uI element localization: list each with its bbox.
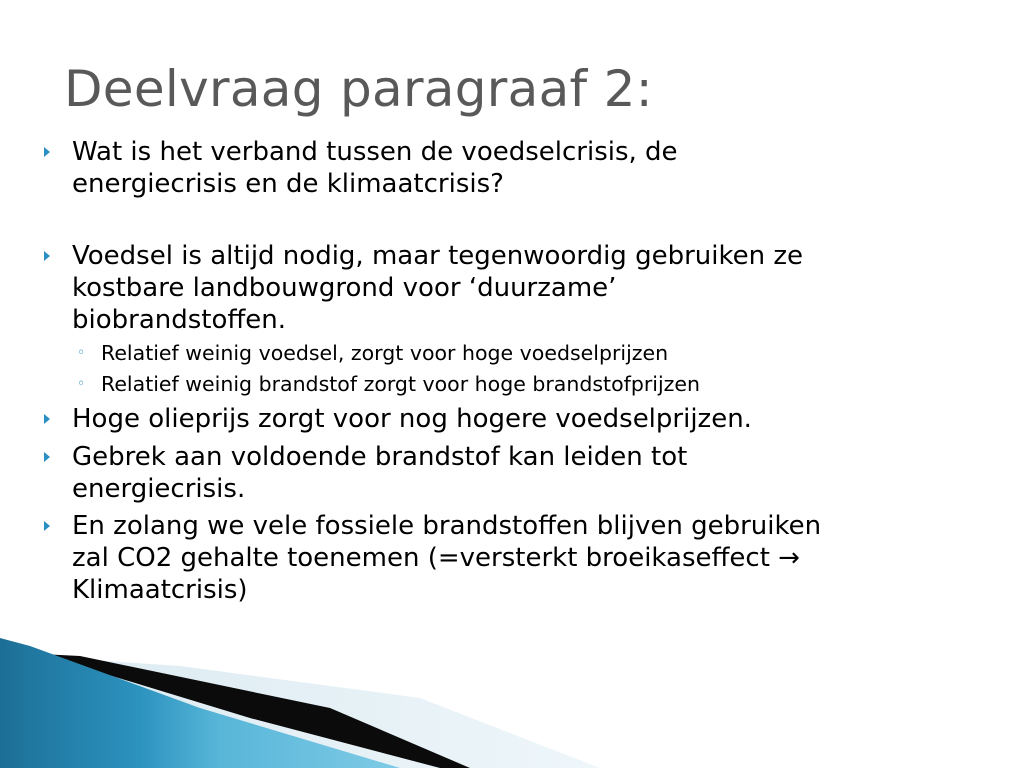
circle-bullet-icon: ◦ — [77, 345, 86, 361]
triangle-bullet-icon — [44, 521, 50, 531]
triangle-bullet-icon — [44, 414, 50, 424]
slide-decoration — [0, 638, 1024, 768]
triangle-bullet-icon — [44, 251, 50, 261]
triangle-bullet-icon — [44, 147, 50, 157]
sub-bullet-text: Relatief weinig voedsel, zorgt voor hoge voedselprijzen — [101, 341, 669, 365]
bullet-text: En zolang we vele fossiele brandstoffen blijven gebruiken zal CO2 gehalte toenemen (=versterkt broeikaseffect → Klimaatcrisis) — [72, 511, 822, 605]
bullet-text: Wat is het verband tussen de voedselcrisis, de energiecrisis en de klimaatcrisis? — [72, 137, 678, 199]
circle-bullet-icon: ◦ — [77, 376, 86, 392]
bullet-text: Voedsel is altijd nodig, maar tegenwoordig gebruiken ze kostbare landbouwgrond voor ‘duurzame’ biobrandstoffen. — [72, 241, 803, 335]
bullet-text: Hoge olieprijs zorgt voor nog hogere voedselprijzen. — [72, 404, 752, 434]
slide-title: Deelvraag paragraaf 2: — [64, 60, 653, 118]
triangle-bullet-icon — [44, 452, 50, 462]
bullet-text: Gebrek aan voldoende brandstof kan leiden tot energiecrisis. — [72, 442, 688, 504]
sub-bullet-text: Relatief weinig brandstof zorgt voor hoge brandstofprijzen — [101, 372, 701, 396]
